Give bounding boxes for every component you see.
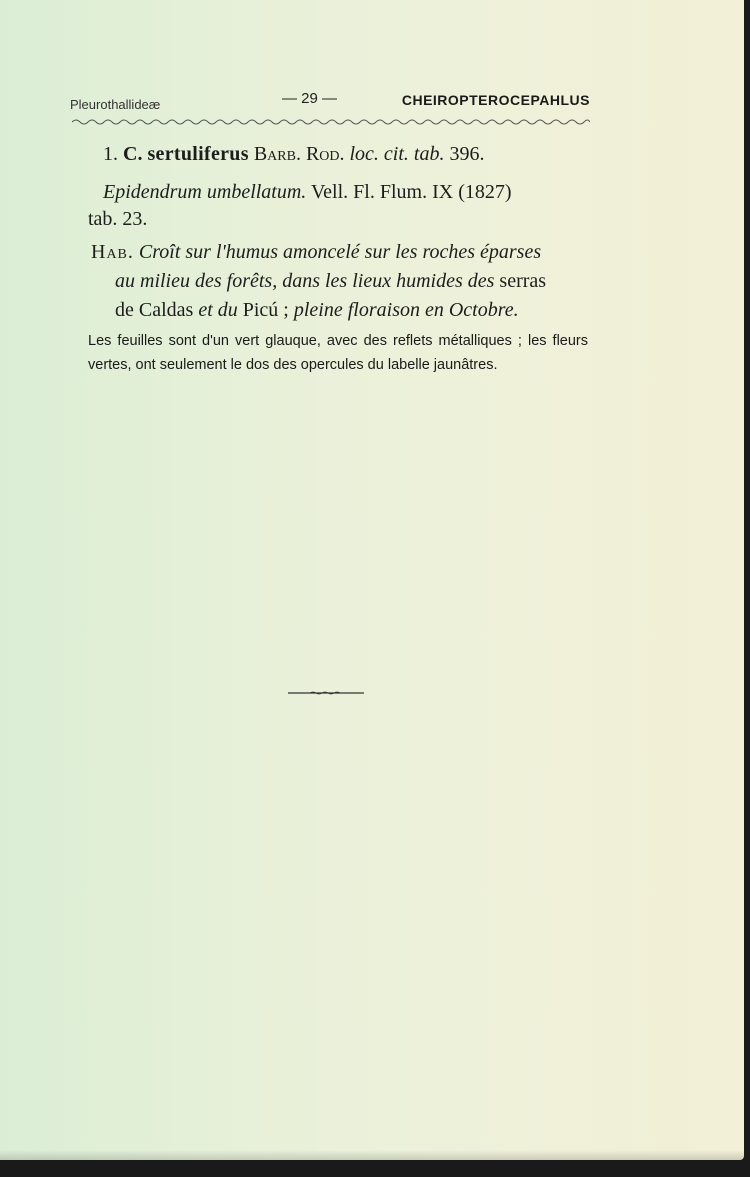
synonym-name: Epidendrum umbellatum. xyxy=(103,181,307,203)
habitat-line-2a: au milieu des forêts, dans les lieux humides des xyxy=(115,270,495,292)
citation-loc: loc. cit. tab. xyxy=(349,143,445,165)
habitat-paragraph xyxy=(91,238,589,325)
habitat-line-3a: de Caldas xyxy=(115,299,194,321)
genus-abbreviation: C. xyxy=(123,143,143,165)
synonym-line xyxy=(103,176,591,208)
species-author: Barb. Rod. xyxy=(253,143,345,165)
header-wavy-rule xyxy=(72,116,590,126)
page-number: — 29 — xyxy=(282,90,338,107)
header-section-title: Pleurothallideæ xyxy=(70,97,161,112)
habitat-label: Hab. xyxy=(91,241,134,263)
description-note: Les feuilles sont d'un vert glauque, avec des reflets métalliques ; les fleurs vertes, ont seulement le dos des opercules du labelle jaunâtres. xyxy=(88,333,588,373)
running-header xyxy=(70,90,590,114)
synonym-citation: Vell. Fl. Flum. IX (1827) xyxy=(310,181,512,203)
header-genus-title: CHEIROPTEROCEPAHLUS xyxy=(401,92,590,108)
habitat-line-3c: Picú ; xyxy=(242,299,289,321)
plate-number: 396. xyxy=(449,143,485,165)
species-name: sertuliferus xyxy=(147,143,249,165)
species-entry xyxy=(103,138,591,170)
habitat-line-3b: et du xyxy=(198,299,238,321)
end-ornament-rule xyxy=(288,690,364,696)
habitat-line-3d: pleine floraison en Octobre. xyxy=(293,299,519,321)
synonym-tab: tab. 23. xyxy=(88,208,148,230)
entry-number: 1. xyxy=(103,143,118,165)
habitat-line-1: Croît sur l'humus amoncelé sur les roches éparses xyxy=(138,241,542,263)
habitat-line-2b: serras xyxy=(499,270,547,292)
